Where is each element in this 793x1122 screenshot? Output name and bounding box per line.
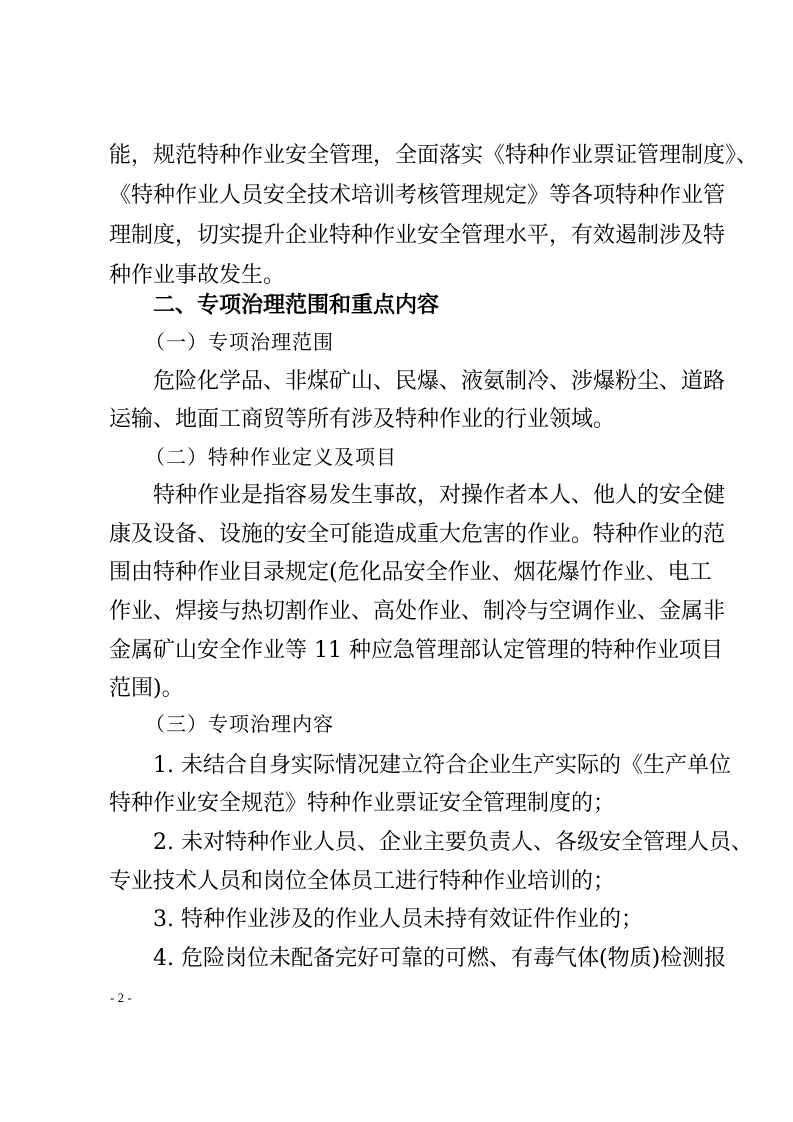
body-line: 金属矿山安全作业等 11 种应急管理部认定管理的特种作业项目 bbox=[109, 638, 723, 663]
body-line: 康及设备、设施的安全可能造成重大危害的作业。特种作业的范 bbox=[109, 522, 726, 547]
body-line: 1. 未结合自身实际情况建立符合企业生产实际的《生产单位 bbox=[153, 753, 731, 778]
body-line: 特种作业是指容易发生事故，对操作者本人、他人的安全健 bbox=[153, 483, 726, 508]
body-line: 2. 未对特种作业人员、企业主要负责人、各级安全管理人员、 bbox=[153, 830, 753, 855]
body-line: 3. 特种作业涉及的作业人员未持有效证件作业的； bbox=[153, 907, 643, 932]
body-line: 范围)。 bbox=[109, 676, 184, 701]
section-heading: 二、专项治理范围和重点内容 bbox=[153, 293, 440, 318]
page-number: - 2 - bbox=[110, 990, 132, 1005]
subsection-heading: （一）专项治理范围 bbox=[145, 330, 334, 354]
body-line: 运输、地面工商贸等所有涉及特种作业的行业领域。 bbox=[109, 407, 616, 432]
body-line: 特种作业安全规范》特种作业票证安全管理制度的； bbox=[109, 791, 616, 816]
body-line: 作业、焊接与热切割作业、高处作业、制冷与空调作业、金属非 bbox=[109, 599, 726, 624]
body-line: 《特种作业人员安全技术培训考核管理规定》等各项特种作业管 bbox=[109, 183, 726, 208]
body-line: 危险化学品、非煤矿山、民爆、液氨制冷、涉爆粉尘、道路 bbox=[153, 369, 726, 394]
body-line: 能，规范特种作业安全管理，全面落实《特种作业票证管理制度》、 bbox=[109, 143, 759, 168]
body-line: 4. 危险岗位未配备完好可靠的可燃、有毒气体(物质)检测报 bbox=[153, 946, 727, 971]
subsection-heading: （三）专项治理内容 bbox=[145, 712, 334, 736]
body-line: 种作业事故发生。 bbox=[109, 263, 286, 288]
body-line: 理制度，切实提升企业特种作业安全管理水平，有效遏制涉及特 bbox=[109, 223, 726, 248]
subsection-heading: （二）特种作业定义及项目 bbox=[145, 445, 397, 469]
body-line: 围由特种作业目录规定(危化品安全作业、烟花爆竹作业、电工 bbox=[109, 560, 712, 585]
body-line: 专业技术人员和岗位全体员工进行特种作业培训的； bbox=[109, 869, 616, 894]
